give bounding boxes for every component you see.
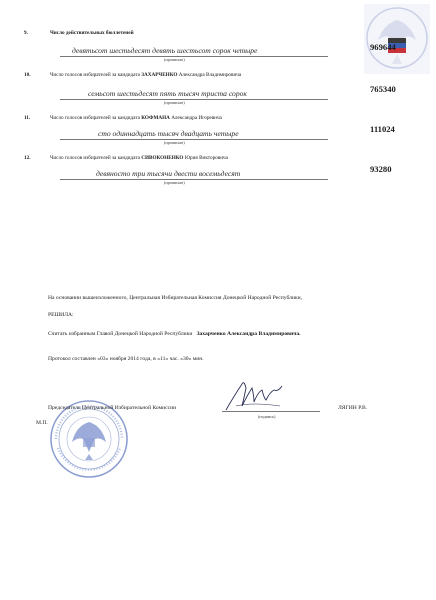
elected-name: Захарченко Александра Владимировича.	[196, 331, 301, 337]
protocol-time: Протокол составлен «03» ноября 2014 года, в «11» час. «30» мин.	[48, 356, 204, 362]
item-label-text: Число голосов избирателей за кандидата	[50, 115, 140, 121]
words-underline	[60, 139, 328, 140]
item-value: 969644	[370, 42, 396, 52]
chairman-label: Председатель Центральной Избирательной Комиссии	[48, 405, 177, 411]
item-number: 11.	[24, 115, 31, 121]
signature-note: (подпись)	[258, 414, 276, 419]
item-label-text: Число действительных бюллетеней	[50, 30, 134, 36]
candidate-surname: КОФМАНА	[141, 115, 170, 121]
item-words-note: (прописью)	[164, 100, 185, 105]
decided-heading: РЕШИЛА:	[48, 312, 74, 318]
chairman-name: ЛЯГИН Р.В.	[338, 405, 368, 411]
item-words: девятьсот шестьдесят девять шестьсот сорок четыре	[72, 46, 258, 55]
item-label-text: Число голосов избирателей за кандидата	[50, 155, 140, 161]
item-words-note: (прописью)	[164, 57, 185, 62]
item-words: сто одиннадцать тысяч двадцать четыре	[98, 129, 239, 138]
candidate-suffix: Юрия Викторовича	[184, 155, 228, 161]
item-value: 93280	[370, 164, 392, 174]
signature	[222, 376, 284, 414]
item-label-text: Число голосов избирателей за кандидата	[50, 72, 140, 78]
item-words: девяносто три тысячи двести восемьдесят	[96, 169, 241, 178]
elected-line	[48, 331, 301, 337]
item-value: 765340	[370, 84, 396, 94]
elected-prefix: Считать избранным Главой Донецкой Народной Республики	[48, 331, 193, 337]
item-words-note: (прописью)	[164, 140, 185, 145]
item-label	[50, 155, 228, 161]
words-underline	[60, 56, 328, 57]
item-label	[50, 72, 241, 78]
words-underline	[60, 179, 328, 180]
item-words-note: (прописью)	[164, 180, 185, 185]
candidate-surname: СИВОКОНЕНКО	[141, 155, 184, 161]
item-number: 10.	[24, 72, 31, 78]
candidate-suffix: Александра Владимировича	[178, 72, 242, 78]
words-underline	[60, 99, 328, 100]
item-label	[50, 30, 134, 36]
item-words: семьсот шестьдесят пять тысяч триста сорок	[88, 89, 247, 98]
signature-line	[222, 411, 320, 412]
item-number: 9.	[24, 30, 28, 36]
candidate-suffix: Александра Игоревича	[171, 115, 222, 121]
item-value: 111024	[370, 124, 395, 134]
item-number: 12.	[24, 155, 31, 161]
candidate-surname: ЗАХАРЧЕНКО	[141, 72, 178, 78]
mp-label: М.П.	[36, 420, 48, 426]
basis-text: На основании вышеизложенного, Центральная Избирательная Комиссия Донецкой Народной Республики,	[48, 295, 303, 301]
item-label	[50, 115, 222, 121]
emblem-watermark	[364, 4, 430, 74]
